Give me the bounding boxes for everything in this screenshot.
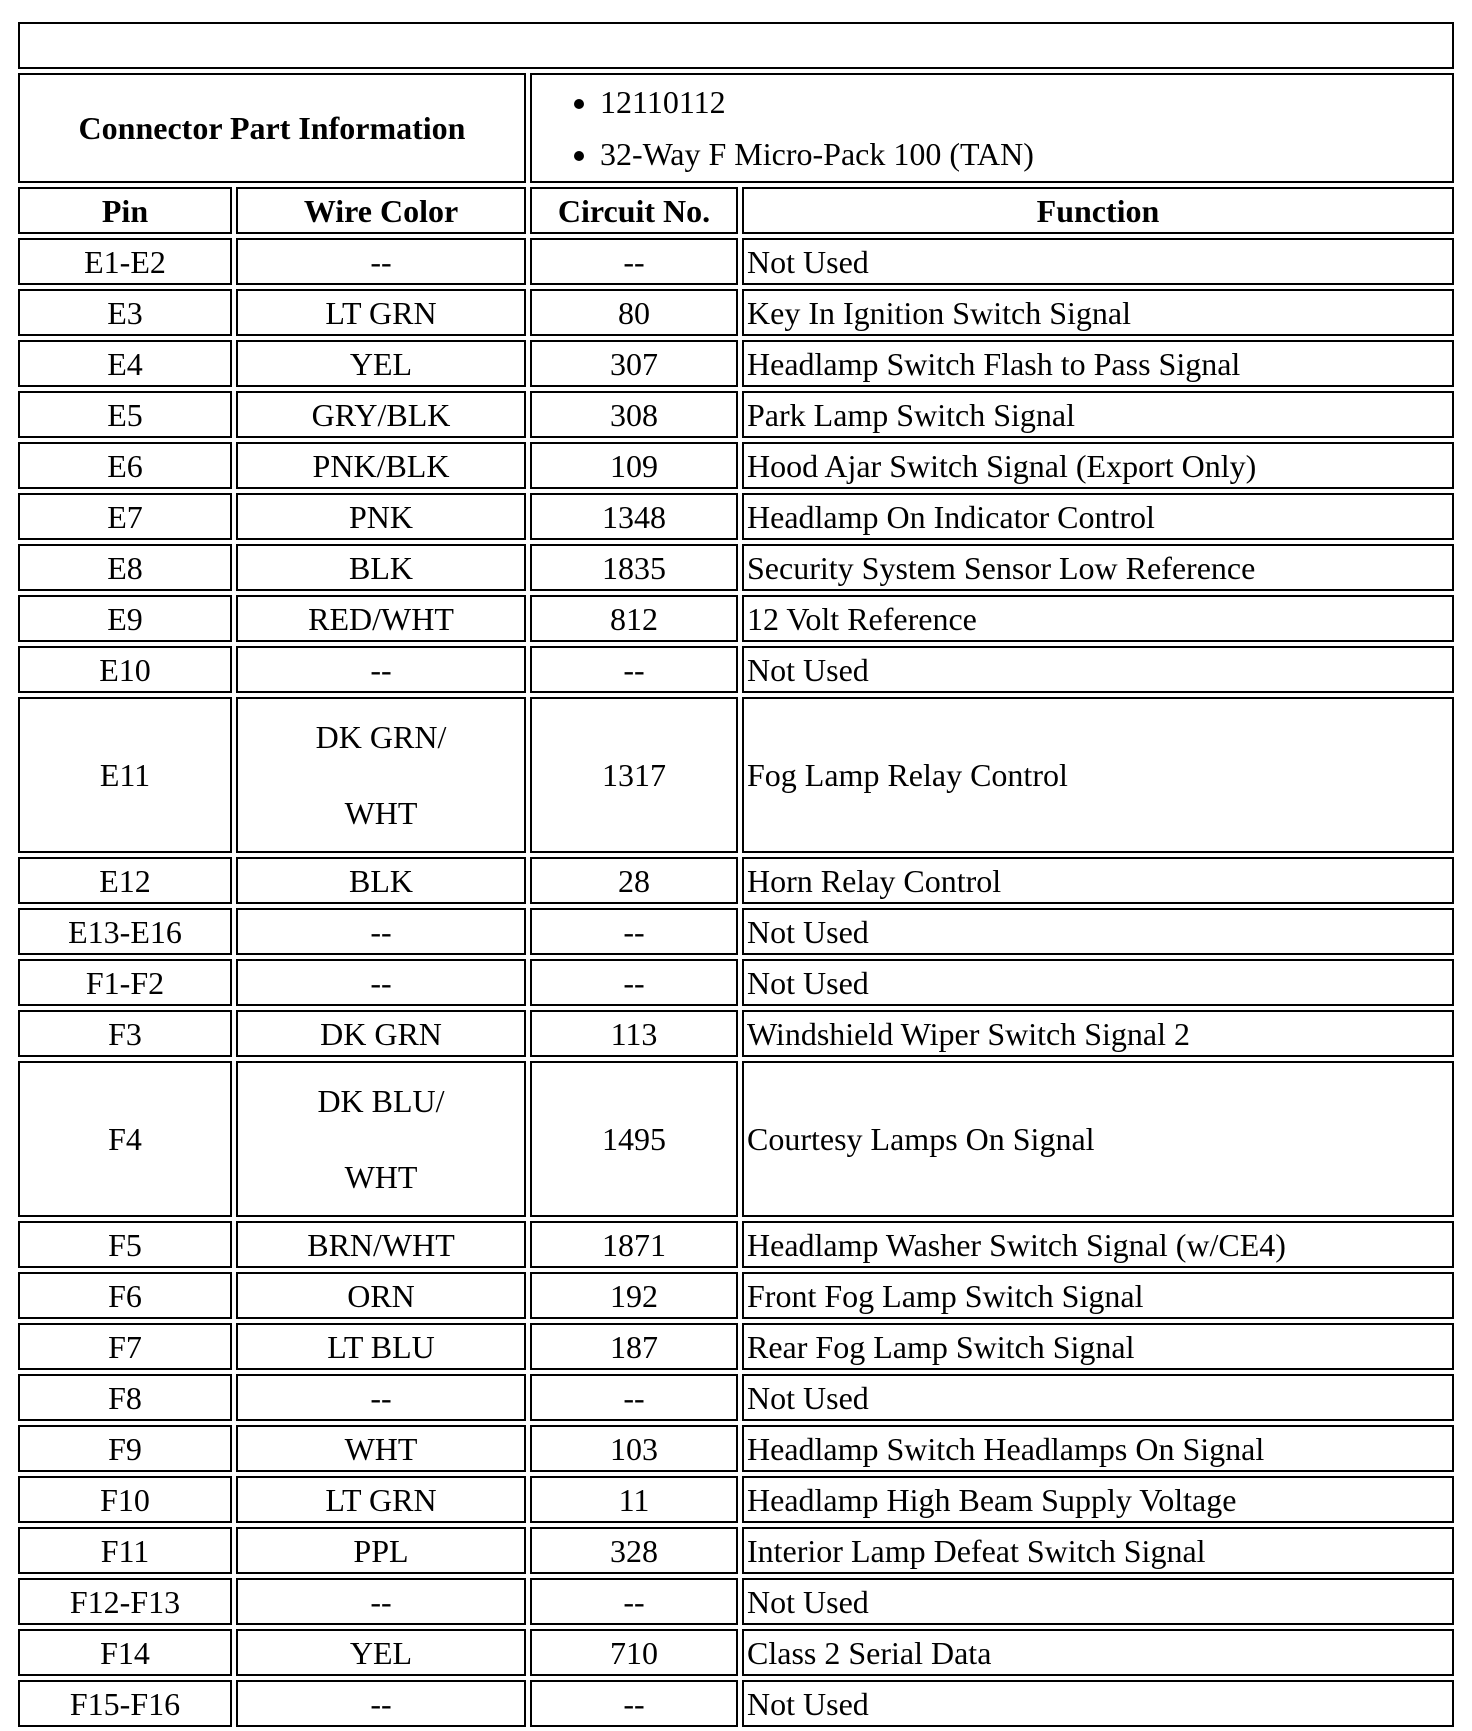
circuit-cell: 812 (530, 595, 738, 642)
header-wire-color: Wire Color (236, 187, 526, 234)
table-row (18, 959, 1454, 1006)
connector-part-number: • 12110112 (600, 76, 1448, 128)
function-cell: Fog Lamp Relay Control (742, 697, 1454, 853)
function-cell: Headlamp Switch Headlamps On Signal (742, 1425, 1454, 1472)
function-cell: Class 2 Serial Data (742, 1629, 1454, 1676)
wire-color-cell: PPL (236, 1527, 526, 1574)
circuit-cell: 1871 (530, 1221, 738, 1268)
function-cell: Not Used (742, 646, 1454, 693)
pin-cell: E3 (18, 289, 232, 336)
wire-color-cell: BRN/WHT (236, 1221, 526, 1268)
wire-color-cell: LT GRN (236, 289, 526, 336)
circuit-cell: -- (530, 1680, 738, 1727)
pin-cell: E8 (18, 544, 232, 591)
wire-color-cell: -- (236, 959, 526, 1006)
function-cell: Windshield Wiper Switch Signal 2 (742, 1010, 1454, 1057)
circuit-cell: 1317 (530, 697, 738, 853)
function-cell: Courtesy Lamps On Signal (742, 1061, 1454, 1217)
table-row (18, 1010, 1454, 1057)
circuit-cell: 328 (530, 1527, 738, 1574)
table-row (18, 289, 1454, 336)
function-cell: Not Used (742, 1578, 1454, 1625)
table-row (18, 595, 1454, 642)
wire-color-cell: BLK (236, 857, 526, 904)
function-cell: Key In Ignition Switch Signal (742, 289, 1454, 336)
wire-color-cell: YEL (236, 1629, 526, 1676)
table-row (18, 1374, 1454, 1421)
wire-color-cell: DK GRN (236, 1010, 526, 1057)
pin-cell: F1-F2 (18, 959, 232, 1006)
circuit-cell: 192 (530, 1272, 738, 1319)
pin-cell: F12-F13 (18, 1578, 232, 1625)
function-cell: 12 Volt Reference (742, 595, 1454, 642)
circuit-cell: 11 (530, 1476, 738, 1523)
table-row (18, 1476, 1454, 1523)
table-row (18, 646, 1454, 693)
circuit-cell: 1495 (530, 1061, 738, 1217)
circuit-cell: 109 (530, 442, 738, 489)
table-row (18, 493, 1454, 540)
wire-color-cell: LT GRN (236, 1476, 526, 1523)
table-row (18, 1272, 1454, 1319)
table-row (18, 857, 1454, 904)
pin-cell: E11 (18, 697, 232, 853)
table-row (18, 1578, 1454, 1625)
header-circuit-no: Circuit No. (530, 187, 738, 234)
connector-info-row (18, 73, 1454, 183)
wire-color-cell: ORN (236, 1272, 526, 1319)
wire-color-cell: -- (236, 908, 526, 955)
pin-cell: E1-E2 (18, 238, 232, 285)
function-cell: Headlamp High Beam Supply Voltage (742, 1476, 1454, 1523)
wire-color-cell: DK GRN/ WHT (236, 697, 526, 853)
wire-color-cell: -- (236, 1578, 526, 1625)
pin-cell: E5 (18, 391, 232, 438)
function-cell: Interior Lamp Defeat Switch Signal (742, 1527, 1454, 1574)
wire-color-cell: -- (236, 646, 526, 693)
wire-color-cell: WHT (236, 1425, 526, 1472)
table-row (18, 1680, 1454, 1727)
circuit-cell: 80 (530, 289, 738, 336)
function-cell: Not Used (742, 238, 1454, 285)
pin-cell: F10 (18, 1476, 232, 1523)
pin-cell: F14 (18, 1629, 232, 1676)
pin-cell: F6 (18, 1272, 232, 1319)
wire-color-cell: PNK/BLK (236, 442, 526, 489)
connector-info-list (530, 73, 1454, 183)
wire-color-cell: GRY/BLK (236, 391, 526, 438)
circuit-cell: -- (530, 908, 738, 955)
table-row (18, 1527, 1454, 1574)
table-row (18, 908, 1454, 955)
header-row (18, 187, 1454, 234)
pin-cell: E6 (18, 442, 232, 489)
table-row (18, 340, 1454, 387)
circuit-cell: 307 (530, 340, 738, 387)
function-cell: Not Used (742, 959, 1454, 1006)
circuit-cell: 113 (530, 1010, 738, 1057)
circuit-cell: 1348 (530, 493, 738, 540)
table-row (18, 1425, 1454, 1472)
wire-color-cell: BLK (236, 544, 526, 591)
connector-pinout-table (14, 18, 1458, 1731)
circuit-cell: 28 (530, 857, 738, 904)
connector-description: • 32-Way F Micro-Pack 100 (TAN) (600, 128, 1448, 180)
circuit-cell: 1835 (530, 544, 738, 591)
table-row (18, 1221, 1454, 1268)
wire-color-cell: -- (236, 238, 526, 285)
function-cell: Not Used (742, 1374, 1454, 1421)
title-row (18, 22, 1454, 69)
pin-cell: F8 (18, 1374, 232, 1421)
wire-color-cell: RED/WHT (236, 595, 526, 642)
function-cell: Headlamp Switch Flash to Pass Signal (742, 340, 1454, 387)
header-function: Function (742, 187, 1454, 234)
table-row (18, 697, 1454, 853)
wire-color-cell: -- (236, 1680, 526, 1727)
pin-cell: F3 (18, 1010, 232, 1057)
table-row (18, 1061, 1454, 1217)
pin-cell: F15-F16 (18, 1680, 232, 1727)
function-cell: Not Used (742, 908, 1454, 955)
circuit-cell: -- (530, 646, 738, 693)
header-pin: Pin (18, 187, 232, 234)
table-row (18, 1629, 1454, 1676)
connector-info-label: Connector Part Information (18, 73, 526, 183)
function-cell: Hood Ajar Switch Signal (Export Only) (742, 442, 1454, 489)
wire-color-cell: -- (236, 1374, 526, 1421)
function-cell: Rear Fog Lamp Switch Signal (742, 1323, 1454, 1370)
function-cell: Headlamp On Indicator Control (742, 493, 1454, 540)
circuit-cell: 308 (530, 391, 738, 438)
circuit-cell: 187 (530, 1323, 738, 1370)
pin-cell: E9 (18, 595, 232, 642)
function-cell: Front Fog Lamp Switch Signal (742, 1272, 1454, 1319)
function-cell: Headlamp Washer Switch Signal (w/CE4) (742, 1221, 1454, 1268)
pin-cell: E13-E16 (18, 908, 232, 955)
circuit-cell: -- (530, 1374, 738, 1421)
table-row (18, 391, 1454, 438)
table-row (18, 1323, 1454, 1370)
function-cell: Not Used (742, 1680, 1454, 1727)
circuit-cell: 710 (530, 1629, 738, 1676)
function-cell: Horn Relay Control (742, 857, 1454, 904)
wire-color-cell: LT BLU (236, 1323, 526, 1370)
pin-cell: F9 (18, 1425, 232, 1472)
pin-cell: F4 (18, 1061, 232, 1217)
wire-color-cell: PNK (236, 493, 526, 540)
table-title (18, 22, 1454, 69)
circuit-cell: -- (530, 238, 738, 285)
table-row (18, 442, 1454, 489)
pin-cell: F7 (18, 1323, 232, 1370)
circuit-cell: -- (530, 959, 738, 1006)
wire-color-cell: DK BLU/ WHT (236, 1061, 526, 1217)
table-row (18, 238, 1454, 285)
pin-cell: F11 (18, 1527, 232, 1574)
pin-cell: F5 (18, 1221, 232, 1268)
circuit-cell: 103 (530, 1425, 738, 1472)
circuit-cell: -- (530, 1578, 738, 1625)
pin-cell: E10 (18, 646, 232, 693)
function-cell: Security System Sensor Low Reference (742, 544, 1454, 591)
pin-cell: E12 (18, 857, 232, 904)
pin-cell: E7 (18, 493, 232, 540)
function-cell: Park Lamp Switch Signal (742, 391, 1454, 438)
table-row (18, 544, 1454, 591)
wire-color-cell: YEL (236, 340, 526, 387)
pin-cell: E4 (18, 340, 232, 387)
